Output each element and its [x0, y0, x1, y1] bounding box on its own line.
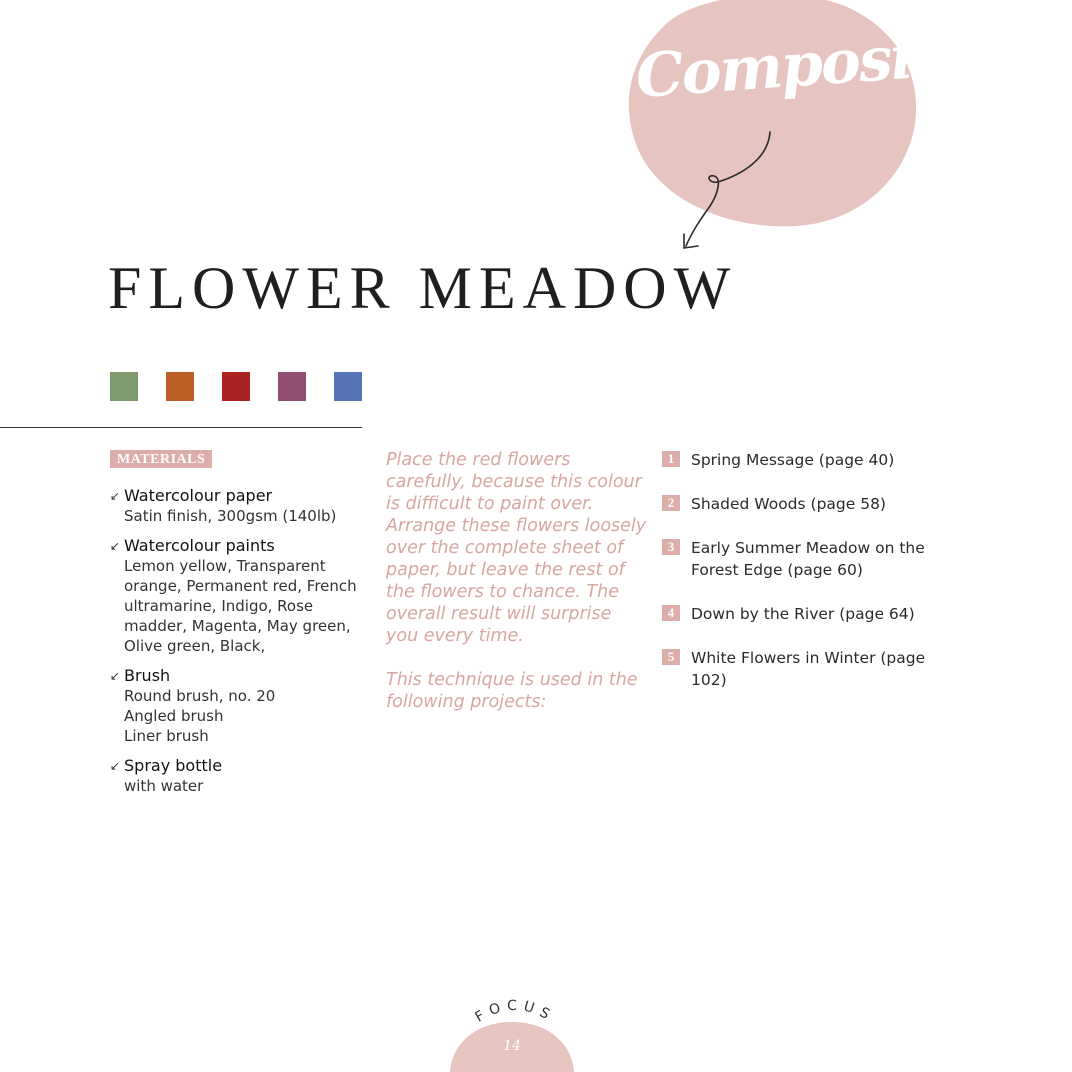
intro-paragraph: Place the red flowers carefully, because this colour is difficult to paint over. Arrange these flowers loosely over the complete sheet of paper, but leave the rest of the flowers to chance. The overall result will surprise you every time. [386, 450, 647, 646]
swatch-red [222, 372, 250, 401]
project-number-badge: 2 [662, 495, 680, 511]
swatch-blue [334, 372, 362, 401]
project-number-badge: 1 [662, 451, 680, 467]
arrow-bullet-icon: ↙ [110, 669, 121, 683]
swatch-purple [278, 372, 306, 401]
materials-label: MATERIALS [110, 450, 212, 468]
intro-text [386, 449, 648, 735]
project-title: Shaded Woods (page 58) [691, 495, 886, 513]
material-name: Brush [124, 666, 171, 685]
project-number-badge: 3 [662, 539, 680, 555]
list-item [110, 536, 370, 656]
intro-paragraph: This technique is used in the following projects: [386, 670, 638, 712]
material-detail: Satin finish, 300gsm (140lb) [124, 507, 337, 525]
project-title: White Flowers in Winter (page 102) [691, 649, 926, 689]
project-title: Spring Message (page 40) [691, 451, 895, 469]
material-name: Spray bottle [124, 756, 223, 775]
list-item [662, 647, 932, 691]
materials-list [110, 486, 370, 796]
section-label-text: FOCUS [472, 997, 558, 1026]
section-script-title: Composition [633, 14, 1040, 112]
color-swatches [110, 372, 362, 401]
project-number-badge: 5 [662, 649, 680, 665]
list-item [662, 449, 932, 471]
arrow-bullet-icon: ↙ [110, 539, 121, 553]
list-item [110, 756, 370, 796]
material-detail: with water [124, 777, 204, 795]
material-name: Watercolour paper [124, 486, 273, 505]
arrow-bullet-icon: ↙ [110, 759, 121, 773]
list-item [662, 493, 932, 515]
list-item [110, 486, 370, 526]
material-detail: Lemon yellow, Transparent orange, Permanent red, French ultramarine, Indigo, Rose madder, Magenta, May green, Olive green, Black, [124, 557, 357, 655]
divider-line [0, 427, 362, 428]
arrow-bullet-icon: ↙ [110, 489, 121, 503]
project-title: Down by the River (page 64) [691, 605, 915, 623]
list-item [662, 603, 932, 625]
page-title: FLOWER MEADOW [108, 255, 738, 321]
project-title: Early Summer Meadow on the Forest Edge (page 60) [691, 539, 925, 579]
material-name: Watercolour paints [124, 536, 275, 555]
material-detail: Round brush, no. 20 Angled brush Liner brush [124, 687, 276, 745]
projects-list [662, 449, 932, 713]
list-item [662, 537, 932, 581]
project-number-badge: 4 [662, 605, 680, 621]
materials-section [110, 448, 370, 806]
page-number: 14 [503, 1038, 521, 1054]
swatch-green [110, 372, 138, 401]
list-item [110, 666, 370, 746]
curly-arrow-icon [670, 120, 790, 260]
swatch-orange [166, 372, 194, 401]
